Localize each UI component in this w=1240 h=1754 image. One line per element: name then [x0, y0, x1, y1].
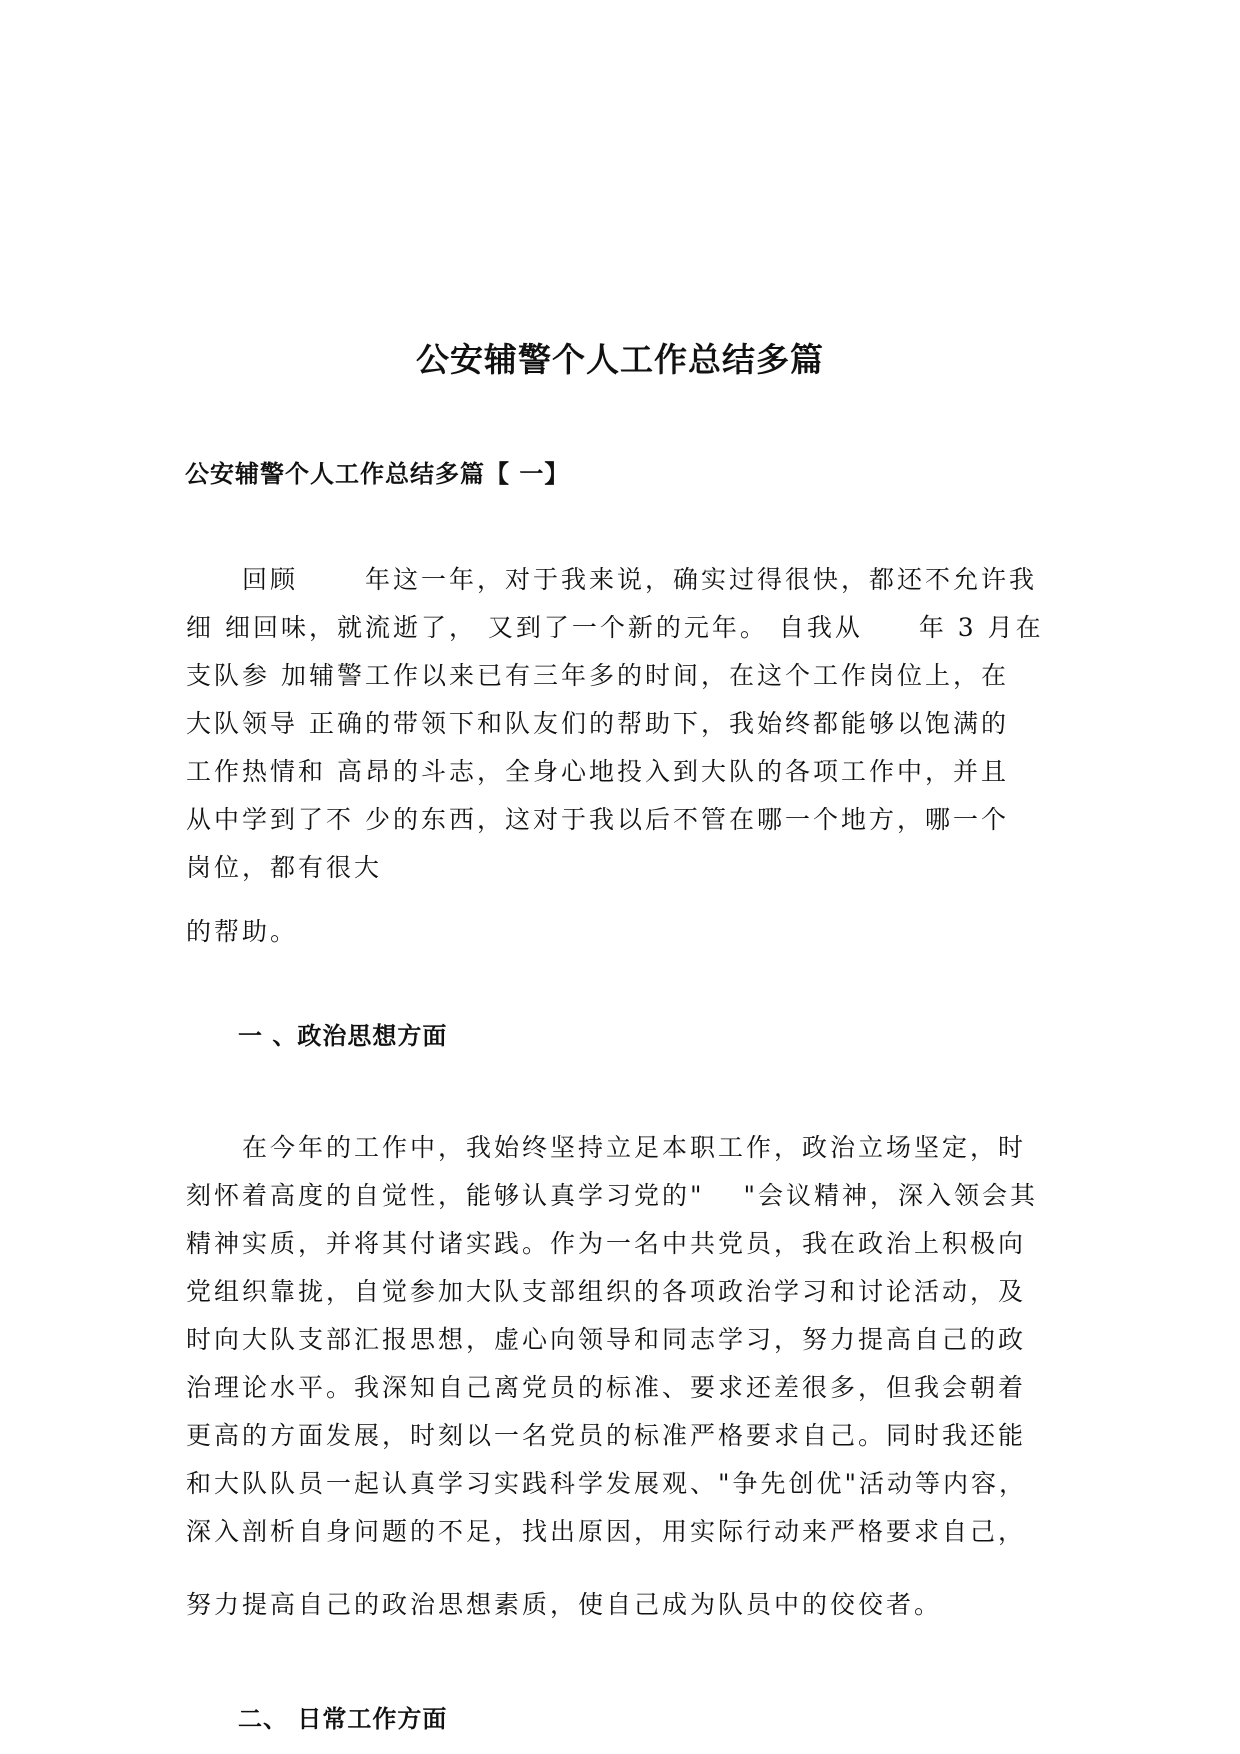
- paragraph-line: 岗位，都有很大: [186, 853, 383, 882]
- paragraph-line: 支队参 加辅警工作以来已有三年多的时间，在这个工作岗位上，在: [186, 661, 1009, 690]
- section-title: 公安辅警个人工作总结多篇【 一】: [185, 459, 570, 488]
- paragraph-line: 在今年的工作中，我始终坚持立足本职工作，政治立场坚定，时: [186, 1133, 1027, 1162]
- paragraph-review-tail: 的帮助。: [186, 917, 299, 946]
- heading-daily-work: 二、 日常工作方面: [238, 1704, 448, 1733]
- paragraph-line: 深入剖析自身问题的不足，找出原因，用实际行动来严格要求自己，: [186, 1517, 1027, 1546]
- paragraph-political-thought: [186, 1124, 1056, 1556]
- paragraph-line: 更高的方面发展，时刻以一名党员的标准严格要求自己。同时我还能: [186, 1421, 1027, 1450]
- paragraph-line: 和大队队员一起认真学习实践科学发展观、"争先创优"活动等内容，: [186, 1469, 1028, 1498]
- paragraph-line: 工作热情和 高昂的斗志，全身心地投入到大队的各项工作中，并且: [186, 757, 1009, 786]
- paragraph-line: 大队领导 正确的带领下和队友们的帮助下，我始终都能够以饱满的: [186, 709, 1009, 738]
- document-title: 公安辅警个人工作总结多篇: [416, 340, 824, 379]
- paragraph-line: 党组织靠拢，自觉参加大队支部组织的各项政治学习和讨论活动，及: [186, 1277, 1027, 1306]
- paragraph-review: [186, 556, 1056, 892]
- paragraph-line: 精神实质，并将其付诸实践。作为一名中共党员，我在政治上积极向: [186, 1229, 1027, 1258]
- paragraph-line: 刻怀着高度的自觉性，能够认真学习党的" "会议精神，深入领会其: [186, 1181, 1038, 1210]
- paragraph-line: 回顾 年这一年，对于我来说，确实过得很快，都还不允许我: [186, 565, 1037, 594]
- paragraph-line: 治理论水平。我深知自己离党员的标准、要求还差很多，但我会朝着: [186, 1373, 1027, 1402]
- paragraph-line: 从中学到了不 少的东西，这对于我以后不管在哪一个地方，哪一个: [186, 805, 1009, 834]
- paragraph-line: 细 细回味，就流逝了， 又到了一个新的元年。 自我从 年 3 月在: [186, 613, 1044, 642]
- paragraph-line: 时向大队支部汇报思想，虚心向领导和同志学习，努力提高自己的政: [186, 1325, 1027, 1354]
- heading-political-thought: 一 、政治思想方面: [238, 1021, 448, 1050]
- paragraph-political-thought-tail: 努力提高自己的政治思想素质，使自己成为队员中的佼佼者。: [186, 1590, 943, 1619]
